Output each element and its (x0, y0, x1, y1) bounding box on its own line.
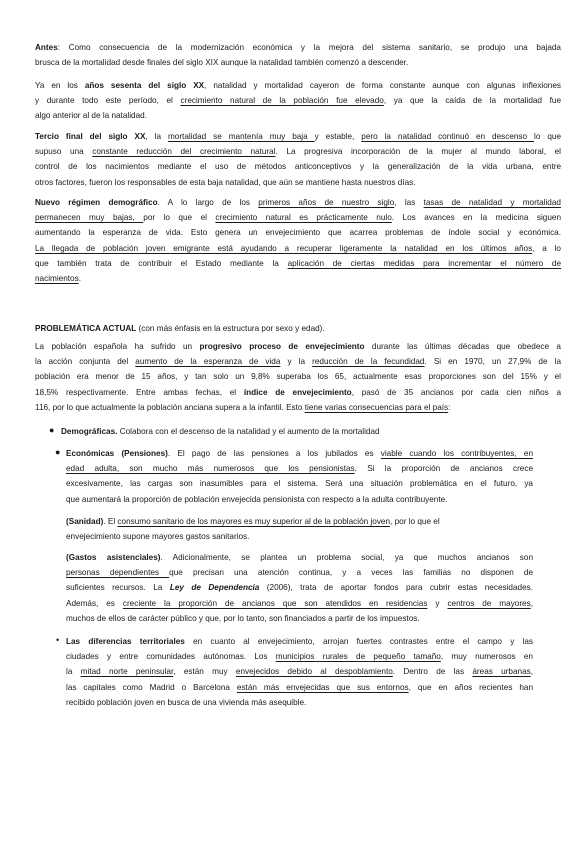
text-run: La población española ha sufrido un (35, 342, 200, 351)
text-run: Además, es (66, 598, 123, 608)
underlined-phrase: edad adulta, son mucho más numerosos que los pensionistas (66, 464, 355, 474)
text-line (66, 695, 533, 710)
text-line (35, 369, 561, 384)
paragraph-sanidad (66, 514, 533, 544)
text-line (35, 93, 561, 108)
underlined-phrase: envejecidos debido al despoblamiento (235, 667, 393, 677)
text-run: la (66, 667, 81, 677)
bullet-icon: ● (55, 447, 61, 457)
text-run: , por lo que el (390, 517, 440, 526)
text-run: . Si la proporción de ancianos crece (354, 464, 533, 474)
text-line (66, 529, 533, 544)
text-run: control de los nacimientos mediante el uso de métodos anticonceptivos y la generalización de la vida urbana, entre (35, 162, 561, 172)
text-run: Colabora con el descenso de la natalidad y el aumento de la mortalidad (117, 427, 380, 436)
text-line (35, 241, 561, 256)
bold-term: Antes (35, 43, 58, 52)
text-run: que precisan una atención continua, y a veces las familias no disponen de (169, 568, 533, 578)
heading-bold: PROBLEMÁTICA ACTUAL (35, 324, 137, 333)
text-line (66, 461, 533, 476)
text-run: . A lo largo de los (157, 198, 259, 207)
underlined-phrase: primeros años de nuestro siglo (258, 198, 395, 207)
text-line (35, 55, 561, 70)
text-run: , la (145, 132, 168, 141)
underlined-phrase: aumento de la esperanza de vida (135, 357, 281, 367)
text-run: por lo que el (143, 213, 216, 223)
underlined-phrase: crecimiento natural de la población fue elevado (180, 96, 384, 106)
text-line (66, 611, 533, 626)
text-run: las capitales como Madrid o Barcelona (66, 682, 237, 692)
bold-italic-term: Ley de Dependencia (169, 583, 260, 593)
underlined-phrase: centros de mayores (447, 598, 531, 608)
text-run: la acción conjunta del (35, 357, 136, 367)
bold-term: índice de envejecimiento (243, 387, 352, 397)
underlined-phrase: permanecen muy bajas, (35, 213, 144, 223)
underlined-phrase: áreas urbanas (472, 667, 531, 677)
bold-term: (Sanidad) (66, 517, 104, 526)
text-line (35, 210, 561, 225)
text-line (35, 256, 561, 271)
text-run: lo que (534, 132, 562, 141)
text-run: . El (103, 517, 118, 526)
text-line (66, 680, 533, 695)
bold-term: (Gastos asistenciales) (66, 553, 161, 562)
text-run: : Como consecuencia de la modernización económica y la mejora del sistema sanitario, se produjo una bajada (57, 43, 561, 52)
text-run: brusca de la mortalidad desde finales del siglo XIX aunque la natalidad también comenzó a descender. (35, 58, 409, 68)
text-run: suficientes recursos. La (66, 583, 170, 593)
text-run: población era menor de 15 años, y tan solo un 9,8% superaba los 65, actualmente esas proporciones son del 15% y el (35, 372, 561, 382)
text-run: y estable, (314, 132, 362, 141)
text-line (66, 580, 533, 595)
bold-term: Demográficas. (61, 427, 118, 436)
underlined-phrase: están más envejecidas que sus entornos (236, 682, 409, 692)
text-line (66, 565, 533, 580)
text-run: que también trata de contribuir el Estado mediante la (35, 258, 288, 268)
bullet-icon: • (56, 635, 60, 645)
text-line (66, 492, 533, 507)
list-item-demograficas (61, 424, 561, 439)
text-run: . Dentro de las (392, 667, 473, 677)
text-line (35, 225, 561, 240)
underlined-phrase: mortalidad se mantenía muy baja (167, 132, 315, 141)
text-run: 18,5% respectivamente. Entre ambas fechas, el (35, 387, 244, 397)
underlined-phrase: municipios rurales de pequeño tamaño (275, 652, 441, 662)
bold-term: Nuevo régimen demográfico (35, 198, 158, 207)
text-line (66, 476, 533, 491)
text-run: ciudades y entre comunidades autónomas. Los (66, 652, 276, 662)
paragraph-antes (35, 40, 561, 70)
list-item-territoriales (66, 634, 533, 710)
bullet-icon: ● (49, 425, 55, 435)
underlined-phrase: personas dependientes (66, 568, 170, 578)
text-line (66, 446, 533, 461)
text-run: , muy numerosos en (440, 652, 533, 662)
text-run: , pasó de 35 ancianos por cada cien niños a (351, 387, 561, 397)
text-run: algo anterior al de la natalidad. (35, 111, 147, 121)
text-line (66, 649, 533, 664)
text-line (66, 550, 533, 565)
text-line (35, 108, 561, 123)
text-run: excesivamente, las cargas son inasumibles para el sistema. Será una situación problemática en el futuro, ya (66, 479, 533, 489)
text-run: 116, por lo que actualmente la población anciana supera a la infantil. Esto (35, 402, 305, 412)
text-run: (2006), trata de aportar fondos para cubrir estas necesidades. (259, 583, 533, 593)
text-run: aumentando la esperanza de vida. Esto genera un envejecimiento que acarrea problemas de índole social y económica. (35, 228, 561, 238)
bold-term: años sesenta del siglo XX (84, 81, 205, 90)
underlined-phrase: creciente la proporción de ancianos que son atendidos en residencias (122, 598, 428, 608)
text-run: , a lo (532, 243, 561, 253)
text-line (66, 596, 533, 611)
text-run: supuso una (35, 147, 93, 157)
paragraph-sesenta (35, 78, 561, 124)
text-run: . Adicionalmente, se plantea un problema social, ya que muchos ancianos son (160, 553, 533, 562)
text-line (35, 339, 561, 354)
bold-term: Tercio final del siglo XX (35, 132, 146, 141)
text-line (35, 40, 561, 55)
text-run: . (78, 274, 81, 284)
text-run: muchos de ellos de carácter público y que, por lo tanto, son financiados a partir de los impuestos. (66, 613, 420, 623)
text-run: otros factores, fueron los responsables de esta baja natalidad, que aún se mantiene hasta nuestros días. (35, 177, 416, 187)
underlined-phrase: crecimiento natural es prácticamente nulo (215, 213, 392, 223)
text-line (66, 664, 533, 679)
text-run: en cuanto al envejecimiento, arrojan fuertes contrastes entre el campo y las (184, 637, 533, 646)
text-line (61, 424, 561, 439)
underlined-phrase: consumo sanitario de los mayores es muy superior al de la población joven (117, 517, 391, 526)
text-run: Ya en los (35, 81, 85, 90)
underlined-phrase: reducción de la fecundidad (312, 357, 425, 367)
text-run: . La progresiva incorporación de la mujer al mundo laboral, el (275, 147, 561, 157)
text-run: . Si en 1970, un 27,9% de la (424, 357, 562, 367)
text-run: , natalidad y mortalidad cayeron de forma constante aunque con algunas inflexiones (204, 81, 561, 90)
paragraph-tercio-final (35, 129, 561, 190)
text-run: , que en años recientes han (408, 682, 534, 692)
underlined-phrase: nacimientos (35, 274, 79, 284)
text-run: , (530, 667, 533, 677)
underlined-phrase: constante reducción del crecimiento natural (92, 147, 276, 157)
text-run: , están muy (173, 667, 236, 677)
text-run: : (448, 402, 451, 412)
paragraph-nuevo-regimen (35, 195, 561, 286)
underlined-phrase: aplicación de ciertas medidas para incrementar el número de (287, 258, 562, 268)
bold-term: Las diferencias territoriales (66, 637, 185, 646)
text-run: y (427, 598, 448, 608)
section-heading (35, 321, 325, 336)
text-line (35, 400, 561, 415)
text-line (35, 195, 561, 210)
paragraph-gastos-asistenciales (66, 550, 533, 626)
list-item-economicas (66, 446, 533, 507)
text-run: , las (394, 198, 424, 207)
text-run: y la (280, 357, 313, 367)
text-run: que aumentará la proporción de población envejecida pensionista con respecto a la adulta contribuyente. (66, 494, 448, 504)
paragraph-intro (35, 339, 561, 415)
text-line (66, 514, 533, 529)
underlined-phrase: mitad norte peninsular (80, 667, 174, 677)
text-line (35, 354, 561, 369)
text-run: , ya que la caída de la mortalidad fue (383, 96, 561, 106)
bold-term: progresivo proceso de envejecimiento (199, 342, 365, 351)
text-line (35, 129, 561, 144)
text-run: y durante todo este período, el (35, 96, 181, 106)
underlined-phrase: La llegada de población joven emigrante está ayudando a recuperar ligeramente la natalidad en los últimos años (35, 243, 533, 253)
text-run: . Los avances en la medicina siguen (391, 213, 561, 223)
text-line (35, 175, 561, 190)
text-line (35, 385, 561, 400)
underlined-phrase: tiene varias consecuencias para el país (304, 402, 449, 412)
text-line (66, 634, 533, 649)
text-run: . El pago de las pensiones a los jubilados es (167, 449, 381, 458)
underlined-phrase: viable cuando los contribuyentes, en (380, 449, 534, 458)
bold-term: Económicas (Pensiones) (66, 449, 168, 458)
text-run: envejecimiento supone mayores gastos sanitarios. (66, 532, 250, 542)
underlined-phrase: pero la natalidad continuó en descenso (361, 132, 535, 141)
underlined-phrase: tasas de natalidad y mortalidad (423, 198, 561, 207)
text-run: durante las últimas décadas que obedece a (364, 342, 561, 351)
heading-rest: (con más énfasis en la estructura por sexo y edad). (136, 324, 325, 333)
text-line (35, 159, 561, 174)
text-line (35, 144, 561, 159)
text-run: , (530, 598, 533, 608)
text-run: recibido población joven en busca de una vivienda más asequible. (66, 697, 307, 707)
text-line (35, 78, 561, 93)
text-line (35, 271, 561, 286)
